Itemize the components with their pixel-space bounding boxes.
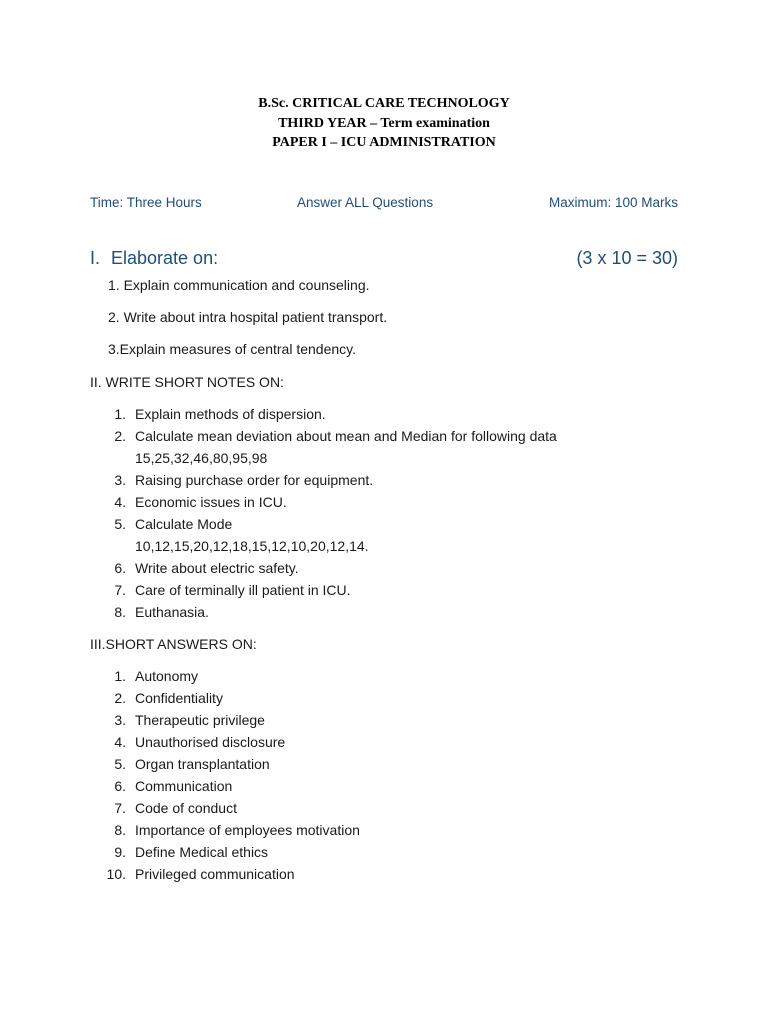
item-text: Confidentiality xyxy=(135,690,223,706)
section-title: Elaborate on: xyxy=(111,248,219,268)
item-text: Euthanasia. xyxy=(135,604,209,620)
item-number: 10. xyxy=(106,866,126,882)
list-item xyxy=(90,775,690,797)
list-item xyxy=(90,731,690,753)
list-item xyxy=(90,513,690,557)
elaborate-question: 2. Write about intra hospital patient transport. xyxy=(108,309,388,325)
item-text: Calculate Mode xyxy=(135,516,233,532)
section-short-notes-heading: II. WRITE SHORT NOTES ON: xyxy=(90,374,284,390)
item-number: 2. xyxy=(114,690,126,706)
item-number: 6. xyxy=(114,778,126,794)
item-number: 4. xyxy=(114,734,126,750)
list-item xyxy=(90,403,690,425)
item-text: Unauthorised disclosure xyxy=(135,734,286,750)
item-text: Organ transplantation xyxy=(135,756,270,772)
exam-year: THIRD YEAR – Term examination xyxy=(278,115,490,131)
item-text: Importance of employees motivation xyxy=(135,822,360,838)
elaborate-question: 3.Explain measures of central tendency. xyxy=(108,341,356,357)
item-number: 5. xyxy=(114,756,126,772)
item-number: 3. xyxy=(114,472,126,488)
exam-instruction: Answer ALL Questions xyxy=(297,195,434,210)
item-number: 1. xyxy=(114,406,126,422)
list-item xyxy=(90,687,690,709)
short-notes-list xyxy=(90,403,690,623)
maximum-marks: Maximum: 100 Marks xyxy=(548,195,678,210)
exam-meta xyxy=(90,195,678,215)
short-answers-list xyxy=(90,665,690,885)
list-item xyxy=(90,841,690,863)
item-number: 1. xyxy=(114,668,126,684)
item-number: 4. xyxy=(114,494,126,510)
course-title: B.Sc. CRITICAL CARE TECHNOLOGY xyxy=(258,96,510,111)
item-number: 8. xyxy=(114,604,126,620)
paper-header xyxy=(0,94,768,153)
item-number: 7. xyxy=(114,582,126,598)
item-text-continued: 10,12,15,20,12,18,15,12,10,20,12,14. xyxy=(135,538,369,554)
list-item xyxy=(90,579,690,601)
section-elaborate-heading xyxy=(90,248,678,272)
section-number: I. xyxy=(90,248,101,268)
item-number: 8. xyxy=(114,822,126,838)
list-item xyxy=(90,797,690,819)
item-text: Explain methods of dispersion. xyxy=(135,406,326,422)
item-number: 3. xyxy=(114,712,126,728)
item-text: Raising purchase order for equipment. xyxy=(135,472,374,488)
list-item xyxy=(90,863,690,885)
list-item xyxy=(90,469,690,491)
item-text: Code of conduct xyxy=(135,800,237,816)
section-marks: (3 x 10 = 30) xyxy=(576,248,678,268)
item-number: 5. xyxy=(114,516,126,532)
item-number: 7. xyxy=(114,800,126,816)
section-short-answers-heading: III.SHORT ANSWERS ON: xyxy=(90,636,257,652)
list-item xyxy=(90,425,690,469)
list-item xyxy=(90,601,690,623)
elaborate-question: 1. Explain communication and counseling. xyxy=(108,277,370,293)
item-text: Autonomy xyxy=(135,668,199,684)
item-number: 6. xyxy=(114,560,126,576)
item-text: Privileged communication xyxy=(135,866,295,882)
item-text: Therapeutic privilege xyxy=(135,712,265,728)
list-item xyxy=(90,557,690,579)
item-text: Write about electric safety. xyxy=(135,560,299,576)
list-item xyxy=(90,665,690,687)
item-text: Define Medical ethics xyxy=(135,844,269,860)
list-item xyxy=(90,491,690,513)
paper-title: PAPER I – ICU ADMINISTRATION xyxy=(272,135,496,150)
list-item xyxy=(90,819,690,841)
item-number: 2. xyxy=(114,428,126,444)
exam-duration: Time: Three Hours xyxy=(90,195,202,210)
list-item xyxy=(90,753,690,775)
item-text: Economic issues in ICU. xyxy=(135,494,287,510)
item-text: Calculate mean deviation about mean and Median for following data xyxy=(135,428,557,444)
list-item xyxy=(90,709,690,731)
item-text: Communication xyxy=(135,778,233,794)
item-text-continued: 15,25,32,46,80,95,98 xyxy=(135,450,268,466)
item-number: 9. xyxy=(114,844,126,860)
item-text: Care of terminally ill patient in ICU. xyxy=(135,582,351,598)
